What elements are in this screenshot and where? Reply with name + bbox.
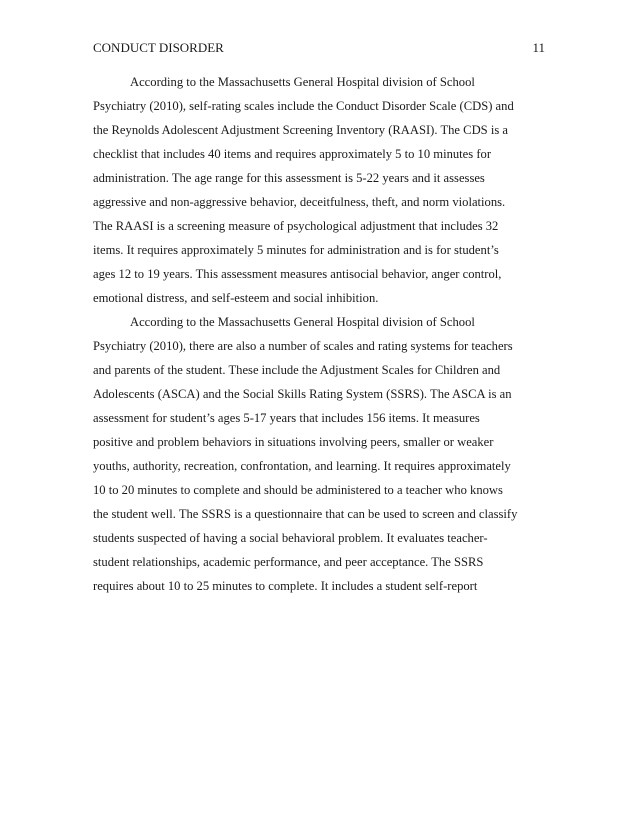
text-line: assessment for student’s ages 5-17 years that includes 156 items. It measures [93,411,480,425]
paragraph-2 [93,310,545,598]
page-number: 11 [532,40,545,55]
text-line: the Reynolds Adolescent Adjustment Screening Inventory (RAASI). The CDS is a [93,123,508,137]
text-line: and parents of the student. These include the Adjustment Scales for Children and [93,363,501,377]
paragraph-1 [93,70,545,310]
text-line: student relationships, academic performance, and peer acceptance. The SSRS [93,555,484,569]
text-line: According to the Massachusetts General Hospital division of School [130,315,475,329]
text-line: According to the Massachusetts General Hospital division of School [130,75,475,89]
running-head [93,38,545,58]
text-line: the student well. The SSRS is a questionnaire that can be used to screen and classify [93,507,518,521]
text-line: The RAASI is a screening measure of psychological adjustment that includes 32 [93,219,499,233]
text-line: aggressive and non-aggressive behavior, deceitfulness, theft, and norm violations. [93,195,506,209]
running-head-title: CONDUCT DISORDER [93,40,224,55]
text-line: emotional distress, and self-esteem and social inhibition. [93,291,379,305]
text-line: Psychiatry (2010), there are also a number of scales and rating systems for teachers [93,339,513,353]
text-line: youths, authority, recreation, confrontation, and learning. It requires approximately [93,459,511,473]
text-line: students suspected of having a social behavioral problem. It evaluates teacher- [93,531,488,545]
text-line: Psychiatry (2010), self-rating scales include the Conduct Disorder Scale (CDS) and [93,99,514,113]
text-line: administration. The age range for this assessment is 5-22 years and it assesses [93,171,485,185]
body-text [93,70,545,598]
text-line: requires about 10 to 25 minutes to complete. It includes a student self-report [93,579,478,593]
text-line: items. It requires approximately 5 minutes for administration and is for student’s [93,243,499,257]
text-line: 10 to 20 minutes to complete and should be administered to a teacher who knows [93,483,503,497]
text-line: checklist that includes 40 items and requires approximately 5 to 10 minutes for [93,147,492,161]
text-line: ages 12 to 19 years. This assessment measures antisocial behavior, anger control, [93,267,502,281]
text-line: positive and problem behaviors in situations involving peers, smaller or weaker [93,435,494,449]
text-line: Adolescents (ASCA) and the Social Skills Rating System (SSRS). The ASCA is an [93,387,512,401]
